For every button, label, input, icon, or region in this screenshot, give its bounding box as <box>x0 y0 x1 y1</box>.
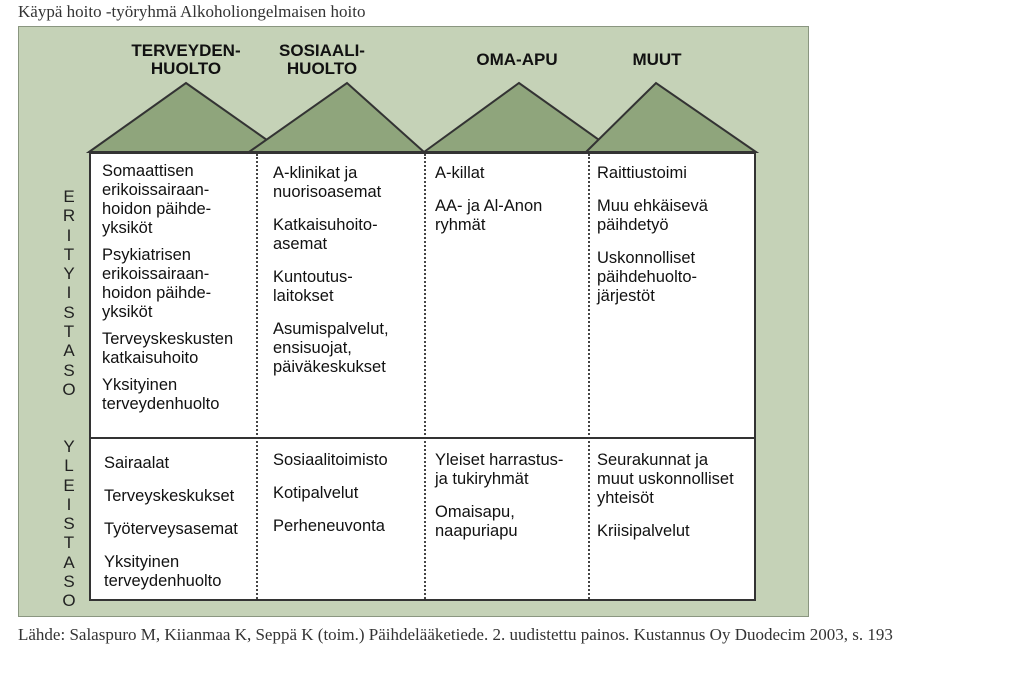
cell-yleistaso-sosiaalihuolto <box>273 451 423 550</box>
service-item: Seurakunnat ja muut uskonnolliset yhteisöt <box>597 451 734 507</box>
figure-source: Lähde: Salaspuro M, Kiianmaa K, Seppä K (toim.) Päihdelääketiede. 2. uudistettu painos. Kustannus Oy Duodecim 2003, s. 193 <box>18 625 893 644</box>
yleistaso-letter: O <box>62 591 76 611</box>
cell-erityistaso-sosiaalihuolto <box>273 164 423 391</box>
yleistaso-letter: S <box>63 514 75 534</box>
roof-terveydenhuolto <box>89 83 284 152</box>
erityistaso-letter: S <box>63 302 75 322</box>
diagram-panel <box>18 26 809 617</box>
erityistaso-letter: Y <box>63 264 75 284</box>
level-divider <box>91 437 754 439</box>
erityistaso-letter: S <box>63 360 75 380</box>
cell-yleistaso-oma-apu <box>435 451 585 555</box>
service-item: Asumispalvelut, ensisuojat, päiväkeskukset <box>273 320 389 376</box>
service-item: Uskonnolliset päihdehuolto- järjestöt <box>597 249 697 305</box>
level-label-erityistaso <box>59 187 79 399</box>
service-item: Muu ehkäisevä päihdetyö <box>597 197 708 234</box>
service-item: Terveyskeskusten katkaisuhoito <box>102 330 234 367</box>
service-item: Omaisapu, naapuriapu <box>435 503 518 540</box>
service-item: Psykiatrisen erikoissairaan- hoidon päihde- yksiköt <box>102 246 212 321</box>
sector-label-oma-apu: OMA-APU <box>476 50 558 69</box>
yleistaso-letter: T <box>63 533 75 553</box>
erityistaso-letter: T <box>63 244 75 264</box>
cell-erityistaso-muut <box>597 164 752 320</box>
column-divider <box>424 154 426 599</box>
service-item: Sosiaalitoimisto <box>273 451 388 469</box>
service-item: Työterveysasemat <box>104 520 238 538</box>
service-grid <box>89 152 756 601</box>
service-item: Raittiustoimi <box>597 164 687 182</box>
service-item: A-klinikat ja nuorisoasemat <box>273 164 382 201</box>
service-item: Somaattisen erikoissairaan- hoidon päihde- yksiköt <box>102 162 212 237</box>
cell-yleistaso-muut <box>597 451 752 555</box>
erityistaso-letter: E <box>63 187 75 206</box>
roof-sosiaalihuolto <box>249 83 424 152</box>
sector-label-muut: MUUT <box>632 50 682 69</box>
yleistaso-letter: Y <box>63 437 75 456</box>
roof-oma-apu <box>424 83 616 152</box>
column-divider <box>588 154 590 599</box>
service-item: Kuntoutus- laitokset <box>273 268 353 305</box>
erityistaso-letter: I <box>66 225 72 245</box>
cell-erityistaso-oma-apu <box>435 164 585 249</box>
erityistaso-letter: I <box>66 283 72 303</box>
erityistaso-letter: T <box>63 322 75 342</box>
service-item: Yleiset harrastus- ja tukiryhmät <box>435 451 564 488</box>
sector-label-sosiaalihuolto: SOSIAALI- HUOLTO <box>279 41 365 78</box>
erityistaso-letter: R <box>62 206 76 226</box>
service-item: Yksityinen terveydenhuolto <box>102 376 220 413</box>
service-item: Sairaalat <box>104 454 170 472</box>
service-item: Perheneuvonta <box>273 517 385 535</box>
sector-label-terveydenhuolto: TERVEYDEN- HUOLTO <box>131 41 241 78</box>
yleistaso-letter: E <box>63 475 75 495</box>
service-item: Terveyskeskukset <box>104 487 235 505</box>
yleistaso-letter: S <box>63 572 75 592</box>
figure-title: Käypä hoito -työryhmä Alkoholiongelmaisen hoito <box>18 2 366 21</box>
service-item: Kotipalvelut <box>273 484 359 502</box>
service-item: Yksityinen terveydenhuolto <box>104 553 222 590</box>
cell-yleistaso-terveydenhuolto <box>104 454 254 605</box>
yleistaso-letter: I <box>66 494 72 514</box>
erityistaso-letter: O <box>62 379 76 399</box>
service-item: Kriisipalvelut <box>597 522 690 540</box>
yleistaso-letter: L <box>64 456 74 476</box>
level-label-yleistaso <box>59 437 79 611</box>
service-item: Katkaisuhoito- asemat <box>273 216 378 253</box>
column-divider <box>256 154 258 599</box>
roof-muut <box>586 83 756 152</box>
service-item: A-killat <box>435 164 485 182</box>
yleistaso-letter: A <box>63 552 75 572</box>
service-item: AA- ja Al-Anon ryhmät <box>435 197 543 234</box>
cell-erityistaso-terveydenhuolto <box>102 162 252 422</box>
erityistaso-letter: A <box>63 341 75 361</box>
